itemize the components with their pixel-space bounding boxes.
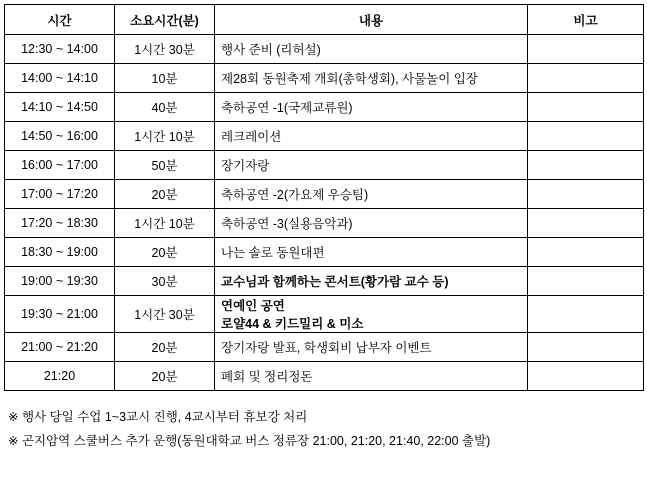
column-header-duration: 소요시간(분) — [115, 5, 215, 35]
table-row — [5, 238, 644, 267]
column-header-note: 비고 — [528, 5, 644, 35]
cell-time: 14:50 ~ 16:00 — [5, 122, 115, 151]
cell-time: 21:00 ~ 21:20 — [5, 333, 115, 362]
cell-content: 행사 준비 (리허설) — [215, 35, 528, 64]
cell-time: 17:00 ~ 17:20 — [5, 180, 115, 209]
table-row — [5, 333, 644, 362]
cell-content: 교수님과 함께하는 콘서트(황가람 교수 등) — [215, 267, 528, 296]
cell-note — [528, 151, 644, 180]
cell-content-line2: 로얄44 & 키드밀리 & 미소 — [221, 317, 364, 331]
cell-note — [528, 267, 644, 296]
cell-duration: 1시간 30분 — [115, 35, 215, 64]
cell-time: 14:00 ~ 14:10 — [5, 64, 115, 93]
table-header-row — [5, 5, 644, 35]
cell-time: 21:20 — [5, 362, 115, 391]
cell-duration: 10분 — [115, 64, 215, 93]
cell-time: 18:30 ~ 19:00 — [5, 238, 115, 267]
table-row — [5, 122, 644, 151]
cell-duration: 20분 — [115, 180, 215, 209]
footnote-class-schedule: ※ 행사 당일 수업 1~3교시 진행, 4교시부터 휴보강 처리 — [8, 410, 308, 424]
cell-time: 12:30 ~ 14:00 — [5, 35, 115, 64]
cell-content: 축하공연 -3(실용음악과) — [215, 209, 528, 238]
cell-duration: 1시간 10분 — [115, 209, 215, 238]
cell-content: 축하공연 -2(가요제 우승팀) — [215, 180, 528, 209]
cell-note — [528, 122, 644, 151]
cell-content — [215, 296, 528, 333]
cell-time: 14:10 ~ 14:50 — [5, 93, 115, 122]
table-row — [5, 180, 644, 209]
table-row — [5, 35, 644, 64]
cell-note — [528, 333, 644, 362]
cell-duration: 1시간 10분 — [115, 122, 215, 151]
cell-duration: 20분 — [115, 333, 215, 362]
cell-content: 폐회 및 정리정돈 — [215, 362, 528, 391]
cell-note — [528, 362, 644, 391]
footnotes — [4, 405, 643, 453]
cell-duration: 1시간 30분 — [115, 296, 215, 333]
cell-duration: 20분 — [115, 362, 215, 391]
cell-time: 17:20 ~ 18:30 — [5, 209, 115, 238]
cell-duration: 30분 — [115, 267, 215, 296]
cell-note — [528, 64, 644, 93]
cell-content: 장기자랑 발표, 학생회비 납부자 이벤트 — [215, 333, 528, 362]
cell-note — [528, 180, 644, 209]
cell-content: 레크레이션 — [215, 122, 528, 151]
cell-content: 축하공연 -1(국제교류원) — [215, 93, 528, 122]
schedule-table — [4, 4, 644, 391]
cell-note — [528, 209, 644, 238]
table-row — [5, 296, 644, 333]
cell-duration: 40분 — [115, 93, 215, 122]
cell-duration: 50분 — [115, 151, 215, 180]
table-row — [5, 93, 644, 122]
cell-content-line1: 연예인 공연 — [221, 299, 285, 313]
column-header-content: 내용 — [215, 5, 528, 35]
cell-note — [528, 93, 644, 122]
cell-note — [528, 35, 644, 64]
cell-content: 제28회 동원축제 개회(총학생회), 사물놀이 입장 — [215, 64, 528, 93]
cell-content: 장기자랑 — [215, 151, 528, 180]
table-row — [5, 267, 644, 296]
table-row — [5, 151, 644, 180]
footnote-shuttle-bus: ※ 곤지암역 스쿨버스 추가 운행(동원대학교 버스 정류장 21:00, 21:20, 21:40, 22:00 출발) — [8, 434, 491, 448]
table-row — [5, 209, 644, 238]
cell-note — [528, 296, 644, 333]
cell-time: 16:00 ~ 17:00 — [5, 151, 115, 180]
table-row — [5, 64, 644, 93]
cell-duration: 20분 — [115, 238, 215, 267]
column-header-time: 시간 — [5, 5, 115, 35]
cell-content: 나는 솔로 동원대편 — [215, 238, 528, 267]
table-row — [5, 362, 644, 391]
cell-note — [528, 238, 644, 267]
cell-time: 19:30 ~ 21:00 — [5, 296, 115, 333]
cell-time: 19:00 ~ 19:30 — [5, 267, 115, 296]
